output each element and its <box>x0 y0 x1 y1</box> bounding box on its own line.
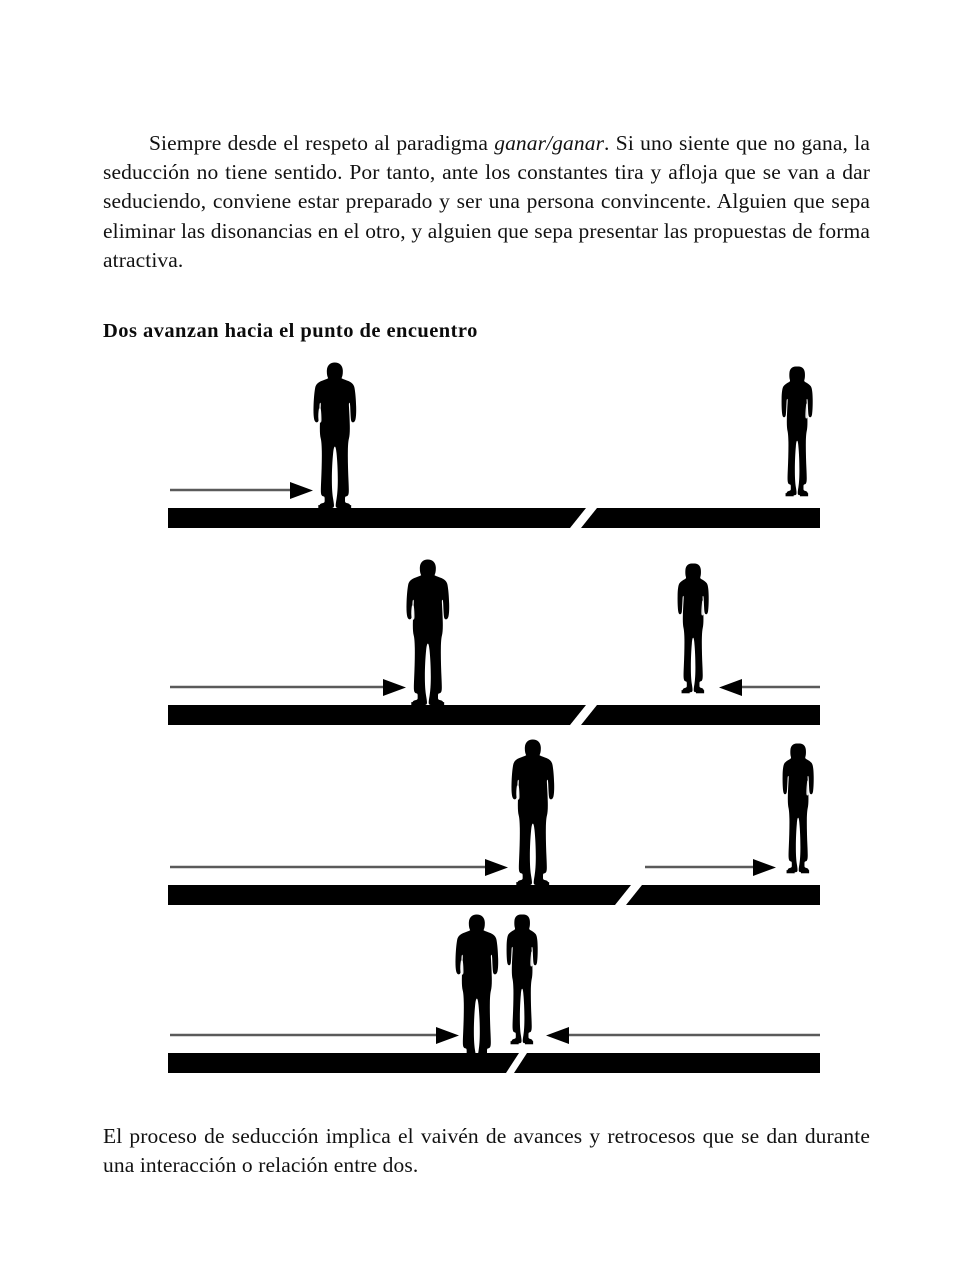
stage-4-arrow-woman-left <box>546 1027 820 1044</box>
stage-3-group <box>168 740 820 905</box>
stage-3-arrow-man-right <box>170 859 508 876</box>
stage-4-group <box>168 914 820 1073</box>
stage-2-arrow-woman-left <box>719 679 820 696</box>
intro-emphasis-ganar-ganar: ganar/ganar <box>494 130 605 155</box>
intro-text-part-1: Siempre desde el respeto al paradigma <box>149 130 495 155</box>
stage-2-group <box>168 560 820 725</box>
stage-3-bar <box>168 885 820 905</box>
stage-3-arrow-woman-right <box>645 859 776 876</box>
stage-4-figure-man <box>455 915 498 1061</box>
stage-1-bar <box>168 508 820 528</box>
stage-4-bar <box>168 1053 820 1073</box>
stage-2-bar <box>168 705 820 725</box>
stage-3-figure-man <box>511 740 554 886</box>
stage-1-group <box>168 363 820 528</box>
stage-3-figure-woman <box>783 743 814 873</box>
diagram-canvas <box>0 352 974 1082</box>
stage-1-figure-woman <box>782 366 813 496</box>
stage-1-figure-man <box>313 363 356 509</box>
stage-2-figure-man <box>406 560 449 706</box>
encounter-diagram <box>0 352 974 1082</box>
stage-2-arrow-man-right <box>170 679 406 696</box>
stage-1-arrow-man-right <box>170 482 313 499</box>
stage-2-figure-woman <box>678 563 709 693</box>
closing-paragraph: El proceso de seducción implica el vaivén de avances y retrocesos que se dan durante una interacción o relación entre dos. <box>103 1123 870 1177</box>
stage-4-figure-woman <box>507 914 538 1044</box>
stage-4-arrow-man-right <box>170 1027 459 1044</box>
section-heading: Dos avanzan hacia el punto de encuentro <box>103 320 478 342</box>
intro-paragraph <box>103 129 870 276</box>
intro-text-part-2: . Si uno siente que no gana, la seducción no tiene sentido. Por tanto, ante los constantes tira y afloja que se van a dar seduciendo, conviene estar preparado y ser una persona convincente. Alguien que sepa eliminar las disonancias en el otro, y alguien que sepa presentar las propuestas de forma atractiva. <box>103 130 870 272</box>
